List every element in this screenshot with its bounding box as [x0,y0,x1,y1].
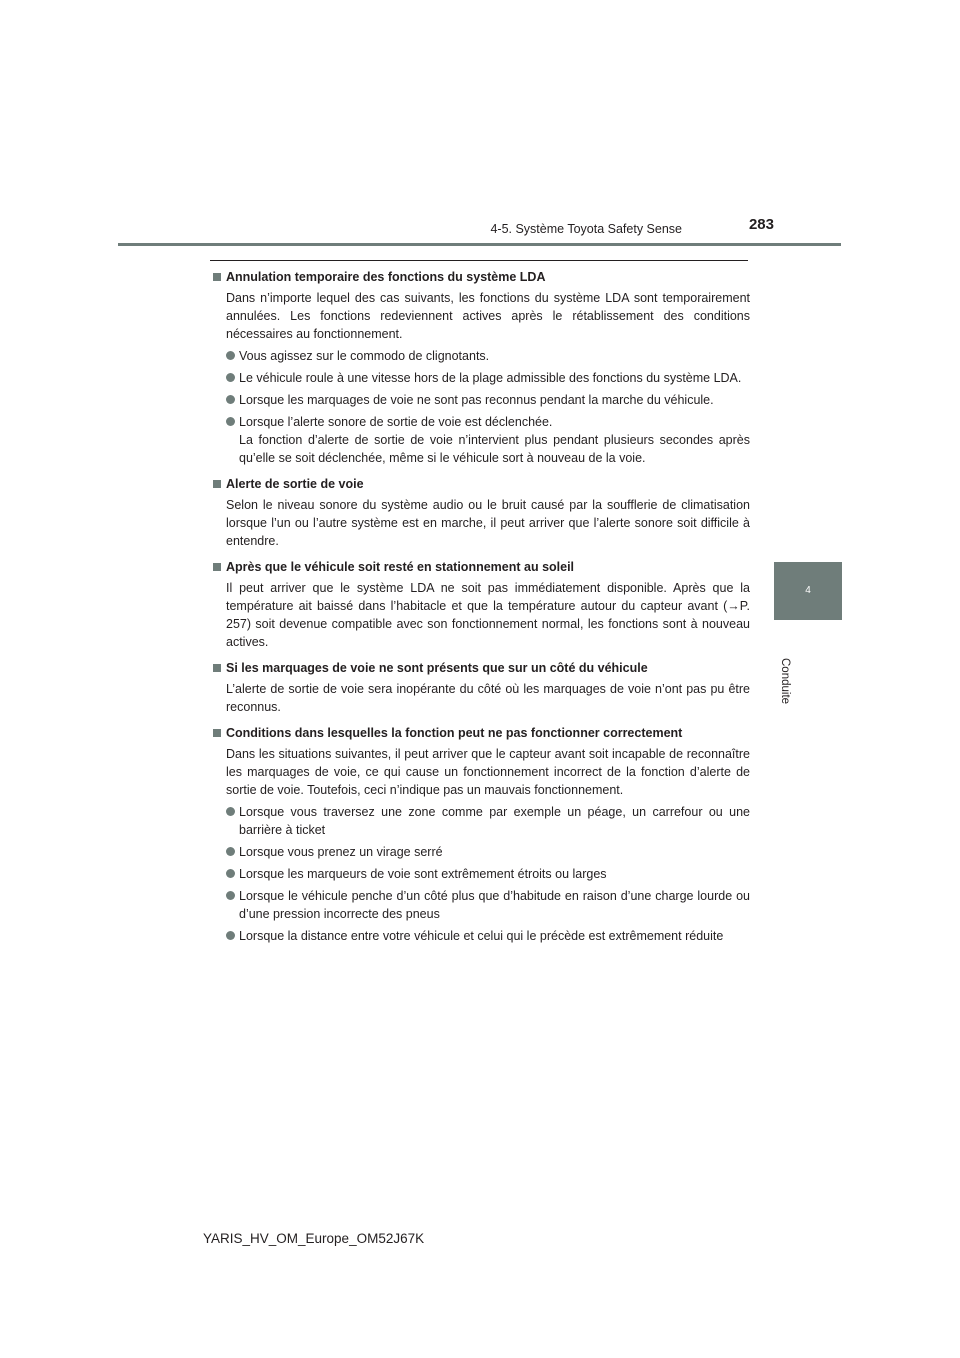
square-bullet-icon [213,563,221,571]
circle-bullet-icon [226,807,235,816]
circle-bullet-icon [226,891,235,900]
content-divider [210,260,748,261]
section-title-text: Annulation temporaire des fonctions du système LDA [226,270,546,284]
list-item-text: Lorsque le véhicule penche d’un côté plus que d’habitude en raison d’une charge lourde ou d’une pression incorrecte des pneus [239,889,750,921]
circle-bullet-icon [226,869,235,878]
list-item [226,887,750,923]
section-paragraph: Dans n’importe lequel des cas suivants, les fonctions du système LDA sont temporairement annulées. Les fonctions redeviennent actives après le rétablissement des conditions nécessaires au fonctionnement. [226,291,750,341]
circle-bullet-icon [226,351,235,360]
list-item [226,927,750,945]
section-lane-departure-alert [210,475,750,550]
section-paragraph: Il peut arriver que le système LDA ne soit pas immédiatement disponible. Après que la température ait baissé dans l’habitacle et que la température autour du capteur avant (→P. 257) soit devenue compatible avec son fonctionnement normal, les fonctions sont à nouveau actives. [226,581,750,649]
circle-bullet-icon [226,395,235,404]
header-section-title: 4-5. Système Toyota Safety Sense [490,222,682,236]
section-title [210,268,750,286]
list-item-text: Lorsque les marqueurs de voie sont extrêmement étroits ou larges [239,867,607,881]
chapter-tab: 4 [774,562,842,620]
section-paragraph: L’alerte de sortie de voie sera inopérante du côté où les marquages de voie n’ont pas pu être reconnus. [226,682,750,714]
section-parked-in-sun [210,558,750,651]
list-item-text: Lorsque la distance entre votre véhicule et celui qui le précède est extrêmement réduite [239,929,724,943]
circle-bullet-icon [226,373,235,382]
footer-doc-id: YARIS_HV_OM_Europe_OM52J67K [203,1231,425,1246]
list-item [226,391,750,409]
list-item [226,413,750,467]
section-title-text: Après que le véhicule soit resté en stationnement au soleil [226,560,575,574]
list-item-text: Le véhicule roule à une vitesse hors de la plage admissible des fonctions du système LDA. [239,371,742,385]
section-title [210,724,750,742]
section-paragraph: Selon le niveau sonore du système audio ou le bruit causé par la soufflerie de climatisation lorsque l’un ou l’autre système est en marche, il peut arriver que l’alerte sonore soit difficile à entendre. [226,498,750,548]
square-bullet-icon [213,664,221,672]
list-item-text: Lorsque vous prenez un virage serré [239,845,443,859]
section-title-text: Si les marquages de voie ne sont présents que sur un côté du véhicule [226,661,648,675]
section-ldа-cancel [210,268,750,467]
page-number: 283 [748,216,774,233]
section-title [210,475,750,493]
section-title [210,558,750,576]
circle-bullet-icon [226,417,235,426]
list-item [226,347,750,365]
section-malfunction-conditions [210,724,750,945]
section-one-side-markings [210,659,750,716]
section-title-text: Alerte de sortie de voie [226,477,364,491]
square-bullet-icon [213,480,221,488]
list-item [226,803,750,839]
chapter-side-label: Conduite [779,658,791,705]
square-bullet-icon [213,273,221,281]
list-item [226,369,750,387]
list-item-text: Lorsque vous traversez une zone comme par exemple un péage, un carrefour ou une barrière à ticket [239,805,750,837]
section-title-text: Conditions dans lesquelles la fonction peut ne pas fonctionner correctement [226,726,683,740]
content-body [210,268,750,953]
square-bullet-icon [213,729,221,737]
list-item-text: Lorsque les marquages de voie ne sont pas reconnus pendant la marche du véhicule. [239,393,714,407]
list-item [226,865,750,883]
section-paragraph: Dans les situations suivantes, il peut arriver que le capteur avant soit incapable de reconnaître les marquages de voie, ce qui cause un fonctionnement incorrect de la fonction d’alerte de sortie de voie. Toutefois, ceci n’indique pas un mauvais fonctionnement. [226,747,750,797]
list-item-text: Lorsque l’alerte sonore de sortie de voie est déclenchée. La fonction d’alerte de sortie de voie n’intervient plus pendant plusieurs secondes après qu’elle se soit déclenchée, même si le véhicule sort à nouveau de la voie. [239,415,750,465]
circle-bullet-icon [226,847,235,856]
circle-bullet-icon [226,931,235,940]
header-divider [118,243,841,246]
list-item [226,843,750,861]
section-title [210,659,750,677]
list-item-text: Vous agissez sur le commodo de clignotants. [239,349,490,363]
